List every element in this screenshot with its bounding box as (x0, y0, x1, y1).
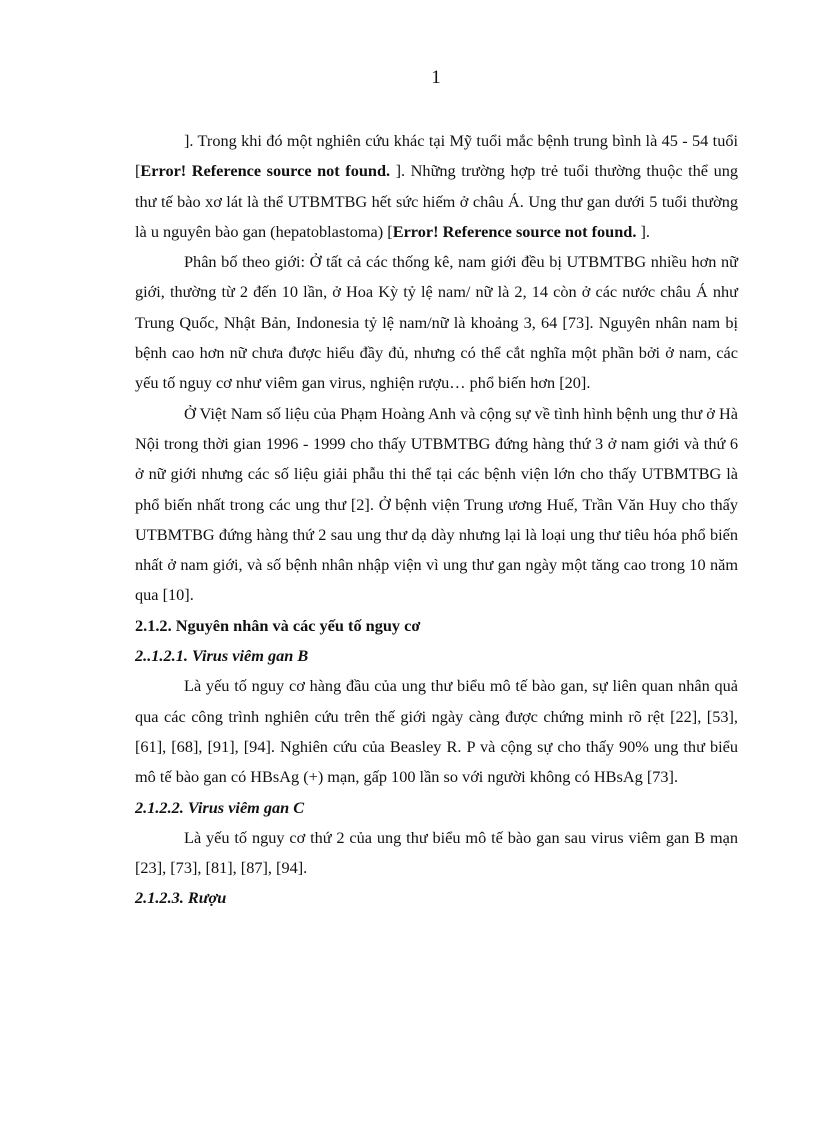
paragraph-hepatitis-b: Là yếu tố nguy cơ hàng đầu của ung thư biểu mô tế bào gan, sự liên quan nhân quả qua các công trình nghiên cứu trên thế giới ngày càng được chứng minh rõ rệt [22], [53], [61], [68], [91], [94]. Nghiên cứu của Beasley R. P và cộng sự cho thấy 90% ung thư biểu mô tế bào gan có HBsAg (+) mạn, gấp 100 lần so với người không có HBsAg [73]. (135, 676, 738, 787)
section-heading-causes: 2.1.2. Nguyên nhân và các yếu tố nguy cơ (135, 615, 421, 635)
subsection-heading-hepatitis-c: 2.1.2.2. Virus viêm gan C (135, 797, 305, 817)
subsection-heading-hepatitis-b: 2..1.2.1. Virus viêm gan B (135, 646, 309, 666)
subsection-heading-alcohol: 2.1.2.3. Rượu (135, 888, 227, 908)
paragraph-vietnam-statistics: Ở Việt Nam số liệu của Phạm Hoàng Anh và cộng sự về tình hình bệnh ung thư ở Hà Nội trong thời gian 1996 - 1999 cho thấy UTBMTBG đứng hàng thứ 3 ở nam giới và thứ 6 ở nữ giới nhưng các số liệu giải phẫu thi thể tại các bệnh viện lớn cho thấy UTBMTBG là phổ biến nhất trong các ung thư [2]. Ở bệnh viện Trung ương Huế, Trần Văn Huy cho thấy UTBMTBG đứng hàng thứ 2 sau ung thư dạ dày nhưng lại là loại ung thư tiêu hóa phổ biến nhất ở nam giới, và số bệnh nhân nhập viện vì ung thư gan ngày một tăng cao trong 10 năm qua [10]. (135, 403, 738, 605)
paragraph-gender-distribution: Phân bố theo giới: Ở tất cả các thống kê, nam giới đều bị UTBMTBG nhiều hơn nữ giới, thường từ 2 đến 10 lần, ở Hoa Kỳ tỷ lệ nam/ nữ là 2, 14 còn ở các nước châu Á như Trung Quốc, Nhật Bản, Indonesia tỷ lệ nam/nữ là khoảng 3, 64 [73]. Nguyên nhân nam bị bệnh cao hơn nữ chưa được hiểu đầy đủ, nhưng có thể cắt nghĩa một phần bởi ở nam, các yếu tố nguy cơ như viêm gan virus, nghiện rượu… phổ biến hơn [20]. (135, 252, 738, 393)
paragraph-text: ]. Những trường hợp trẻ tuổi thường thuộc thể ung thư tế bào xơ lát là thể UTBMTBG hết sức hiếm ở châu Á. Ung thư gan dưới 5 tuổi thường là u nguyên bào gan (hepatoblastoma) [ (135, 161, 739, 241)
paragraph-hepatitis-c: Là yếu tố nguy cơ thứ 2 của ung thư biểu mô tế bào gan sau virus viêm gan B mạn [23], [73], [81], [87], [94]. (135, 827, 738, 878)
reference-error-text: Error! Reference source not found. (392, 221, 637, 241)
reference-error-text: Error! Reference source not found. (140, 161, 391, 181)
paragraph-age-distribution (135, 126, 738, 247)
page-number: 1 (431, 67, 441, 88)
paragraph-text: ]. Trong khi đó một nghiên cứu khác tại Mỹ tuổi mắc bệnh trung bình là 45 - 54 tuổi [ (135, 131, 738, 181)
document-body (135, 126, 738, 914)
paragraph-text: ]. (636, 221, 650, 241)
